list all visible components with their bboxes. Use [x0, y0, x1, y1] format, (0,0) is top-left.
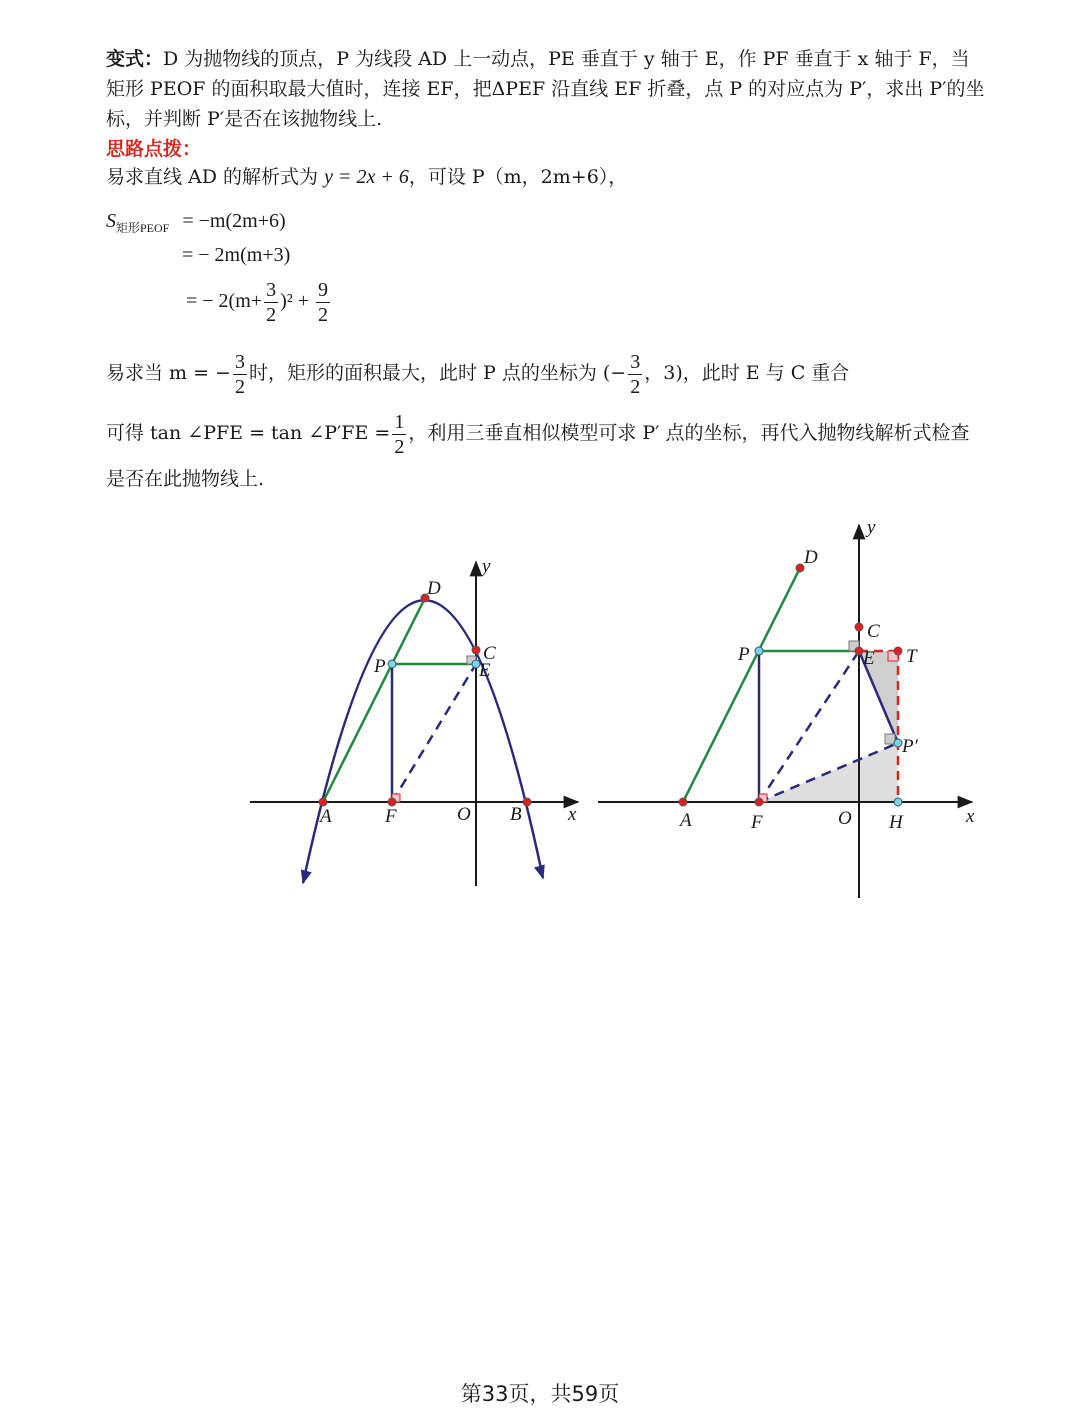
point-c [855, 623, 863, 631]
label-h: H [889, 812, 903, 833]
label-a: A [320, 806, 332, 827]
hint-line-max: 易求当 m = − $\frac{3}{2}$ 时，矩形的面积最大，此时 P 点的坐标为 (− $\frac{3}{2}$ ，3)，此时 E 与 C 重合 [106, 350, 850, 398]
label-a: A [680, 810, 692, 831]
area-eq-2: = − 2m(m+3) [182, 244, 291, 266]
label-t: T [906, 646, 917, 667]
label-c: C [483, 643, 496, 664]
variant-line-2: 矩形 PEOF 的面积取最大值时，连接 EF，把ΔPEF 沿直线 EF 折叠，点 P 的对应点为 P′，求出 P′的坐 [106, 78, 985, 100]
label-x: x [568, 804, 577, 825]
area-eq-3: = − 2(m+ $\frac{3}{2}$ )² + $\frac{9}{2}$ [186, 278, 328, 326]
point-c [472, 646, 480, 654]
label-e: E [479, 660, 491, 681]
point-b [523, 798, 531, 806]
point-t [894, 647, 902, 655]
label-o: O [838, 808, 852, 829]
page-footer: 第33页，共59页 [460, 1382, 620, 1406]
label-o: O [457, 804, 471, 825]
point-p-prime [894, 739, 902, 747]
right-angle-p-prime [885, 734, 895, 744]
label-f: F [751, 812, 763, 833]
point-p [755, 647, 763, 655]
label-f: F [385, 806, 397, 827]
point-p [388, 660, 396, 668]
label-c: C [867, 621, 880, 642]
hint-line-tan: 可得 tan ∠PFE = tan ∠P′FE = $\frac{1}{2}$ ，利用三垂直相似模型可求 P′ 点的坐标，再代入抛物线解析式检查 [106, 410, 970, 458]
variant-line-3: 标，并判断 P′是否在该抛物线上. [106, 108, 383, 130]
point-a [679, 798, 687, 806]
label-x: x [966, 806, 975, 827]
point-d [796, 564, 804, 572]
segment-ef-dashed [392, 664, 476, 802]
label-e: E [863, 648, 875, 669]
point-e [855, 647, 863, 655]
hint-label: 思路点拨： [106, 138, 202, 160]
label-b: B [510, 804, 522, 825]
label-d: D [427, 578, 441, 599]
figure-left-parabola [240, 550, 590, 900]
point-f [755, 798, 763, 806]
label-y: y [482, 556, 491, 577]
variant-line-1: 变式：D 为抛物线的顶点，P 为线段 AD 上一动点，PE 垂直于 y 轴于 E，作 PF 垂直于 x 轴于 F，当 [106, 48, 970, 70]
label-y: y [867, 517, 876, 538]
point-a [319, 798, 327, 806]
parabola-curve [303, 600, 543, 883]
point-f [388, 798, 396, 806]
label-p-prime: P′ [902, 736, 918, 757]
figure-right-fold [595, 515, 985, 905]
area-eq-1: $S_{矩形PEOF} = -m(2m+6)$ [106, 210, 286, 235]
label-d: D [804, 547, 818, 568]
area-subscript: 矩形PEOF [116, 221, 170, 235]
label-p: P [738, 644, 750, 665]
point-h [894, 798, 902, 806]
variant-label: 变式： [106, 48, 164, 70]
hint-line-1: 易求直线 AD 的解析式为 y = 2x + 6，可设 P（m，2m+6）， [106, 166, 628, 188]
line-ad-equation: y = 2x + 6 [324, 166, 409, 188]
hint-line-last: 是否在此抛物线上. [106, 468, 265, 490]
label-p: P [374, 656, 386, 677]
